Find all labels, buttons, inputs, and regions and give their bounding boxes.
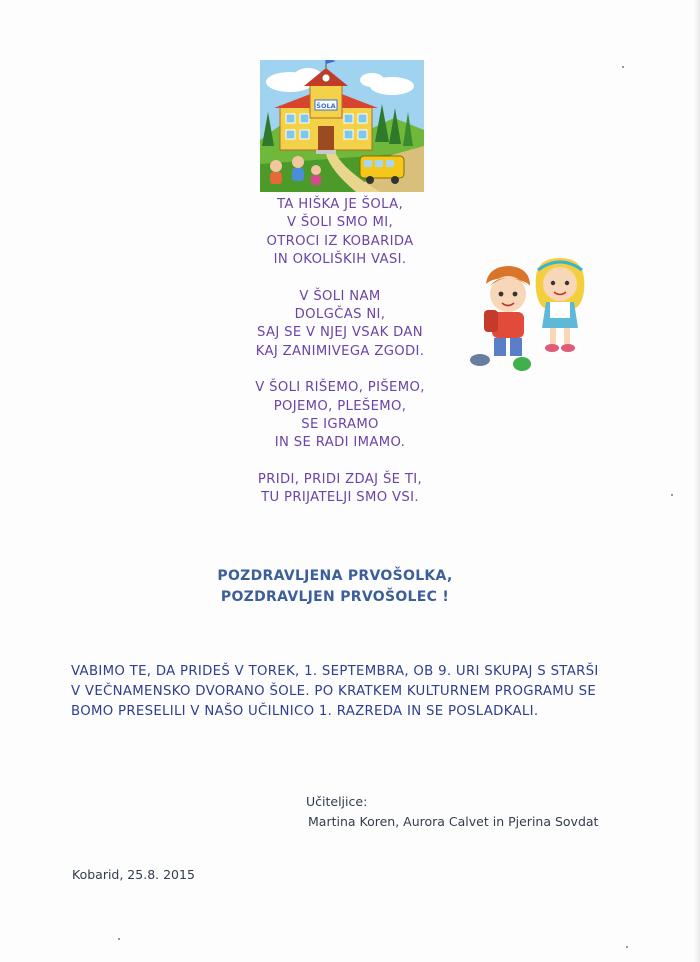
place-date: Kobarid, 25.8. 2015 (72, 867, 195, 882)
invitation-text (71, 662, 599, 722)
scan-speck (622, 66, 624, 68)
poem-line: DOLGČAS NI, (294, 307, 386, 323)
poem-line: OTROCI IZ KOBARIDA (266, 233, 414, 249)
poem-line: V ŠOLI RIŠEMO, PIŠEMO, (255, 380, 425, 396)
poem-line: V ŠOLI SMO MI, (286, 215, 394, 231)
invitation-line: VABIMO TE, DA PRIDEŠ V TOREK, 1. SEPTEMBRA, OB 9. URI SKUPAJ S STARŠI (71, 664, 599, 679)
school-illustration (260, 60, 424, 192)
poem-line: SE IGRAMO (301, 417, 379, 433)
page-edge-shadow (694, 0, 700, 962)
signature-names: Martina Koren, Aurora Calvet in Pjerina Sovdat (308, 814, 599, 829)
poem-line: IN OKOLIŠKIH VASI. (273, 252, 407, 268)
scan-speck (671, 494, 673, 496)
signature-title: Učiteljice: (306, 794, 368, 809)
poem-line: KAJ ZANIMIVEGA ZGODI. (255, 343, 425, 359)
greeting-line: POZDRAVLJEN PRVOŠOLEC ! (220, 589, 450, 605)
poem-line: V ŠOLI NAM (299, 288, 381, 304)
greeting-heading (170, 566, 500, 608)
poem-line: TA HIŠKA JE ŠOLA, (276, 197, 404, 212)
poem-stanza (200, 196, 480, 270)
children-illustration (466, 256, 588, 376)
scan-speck (118, 938, 120, 940)
poem-line: TU PRIJATELJI SMO VSI. (261, 490, 419, 506)
greeting-line: POZDRAVLJENA PRVOŠOLKA, (217, 568, 453, 584)
school-sign-text: ŠOLA (316, 102, 336, 110)
poem-stanza (200, 471, 480, 508)
poem-stanza (200, 379, 480, 453)
invitation-line: V VEČNAMENSKO DVORANO ŠOLE. PO KRATKEM KULTURNEM PROGRAMU SE (71, 684, 597, 699)
poem-line: SAJ SE V NJEJ VSAK DAN (256, 325, 423, 341)
poem-line: PRIDI, PRIDI ZDAJ ŠE TI, (257, 471, 423, 487)
poem (200, 196, 480, 526)
poem-stanza (200, 288, 480, 362)
poem-line: IN SE RADI IMAMO. (274, 435, 406, 451)
invitation-line: BOMO PRESELILI V NAŠO UČILNICO 1. RAZREDA IN SE POSLADKALI. (71, 704, 539, 719)
poem-line: POJEMO, PLEŠEMO, (273, 398, 407, 414)
scan-speck (626, 946, 628, 948)
